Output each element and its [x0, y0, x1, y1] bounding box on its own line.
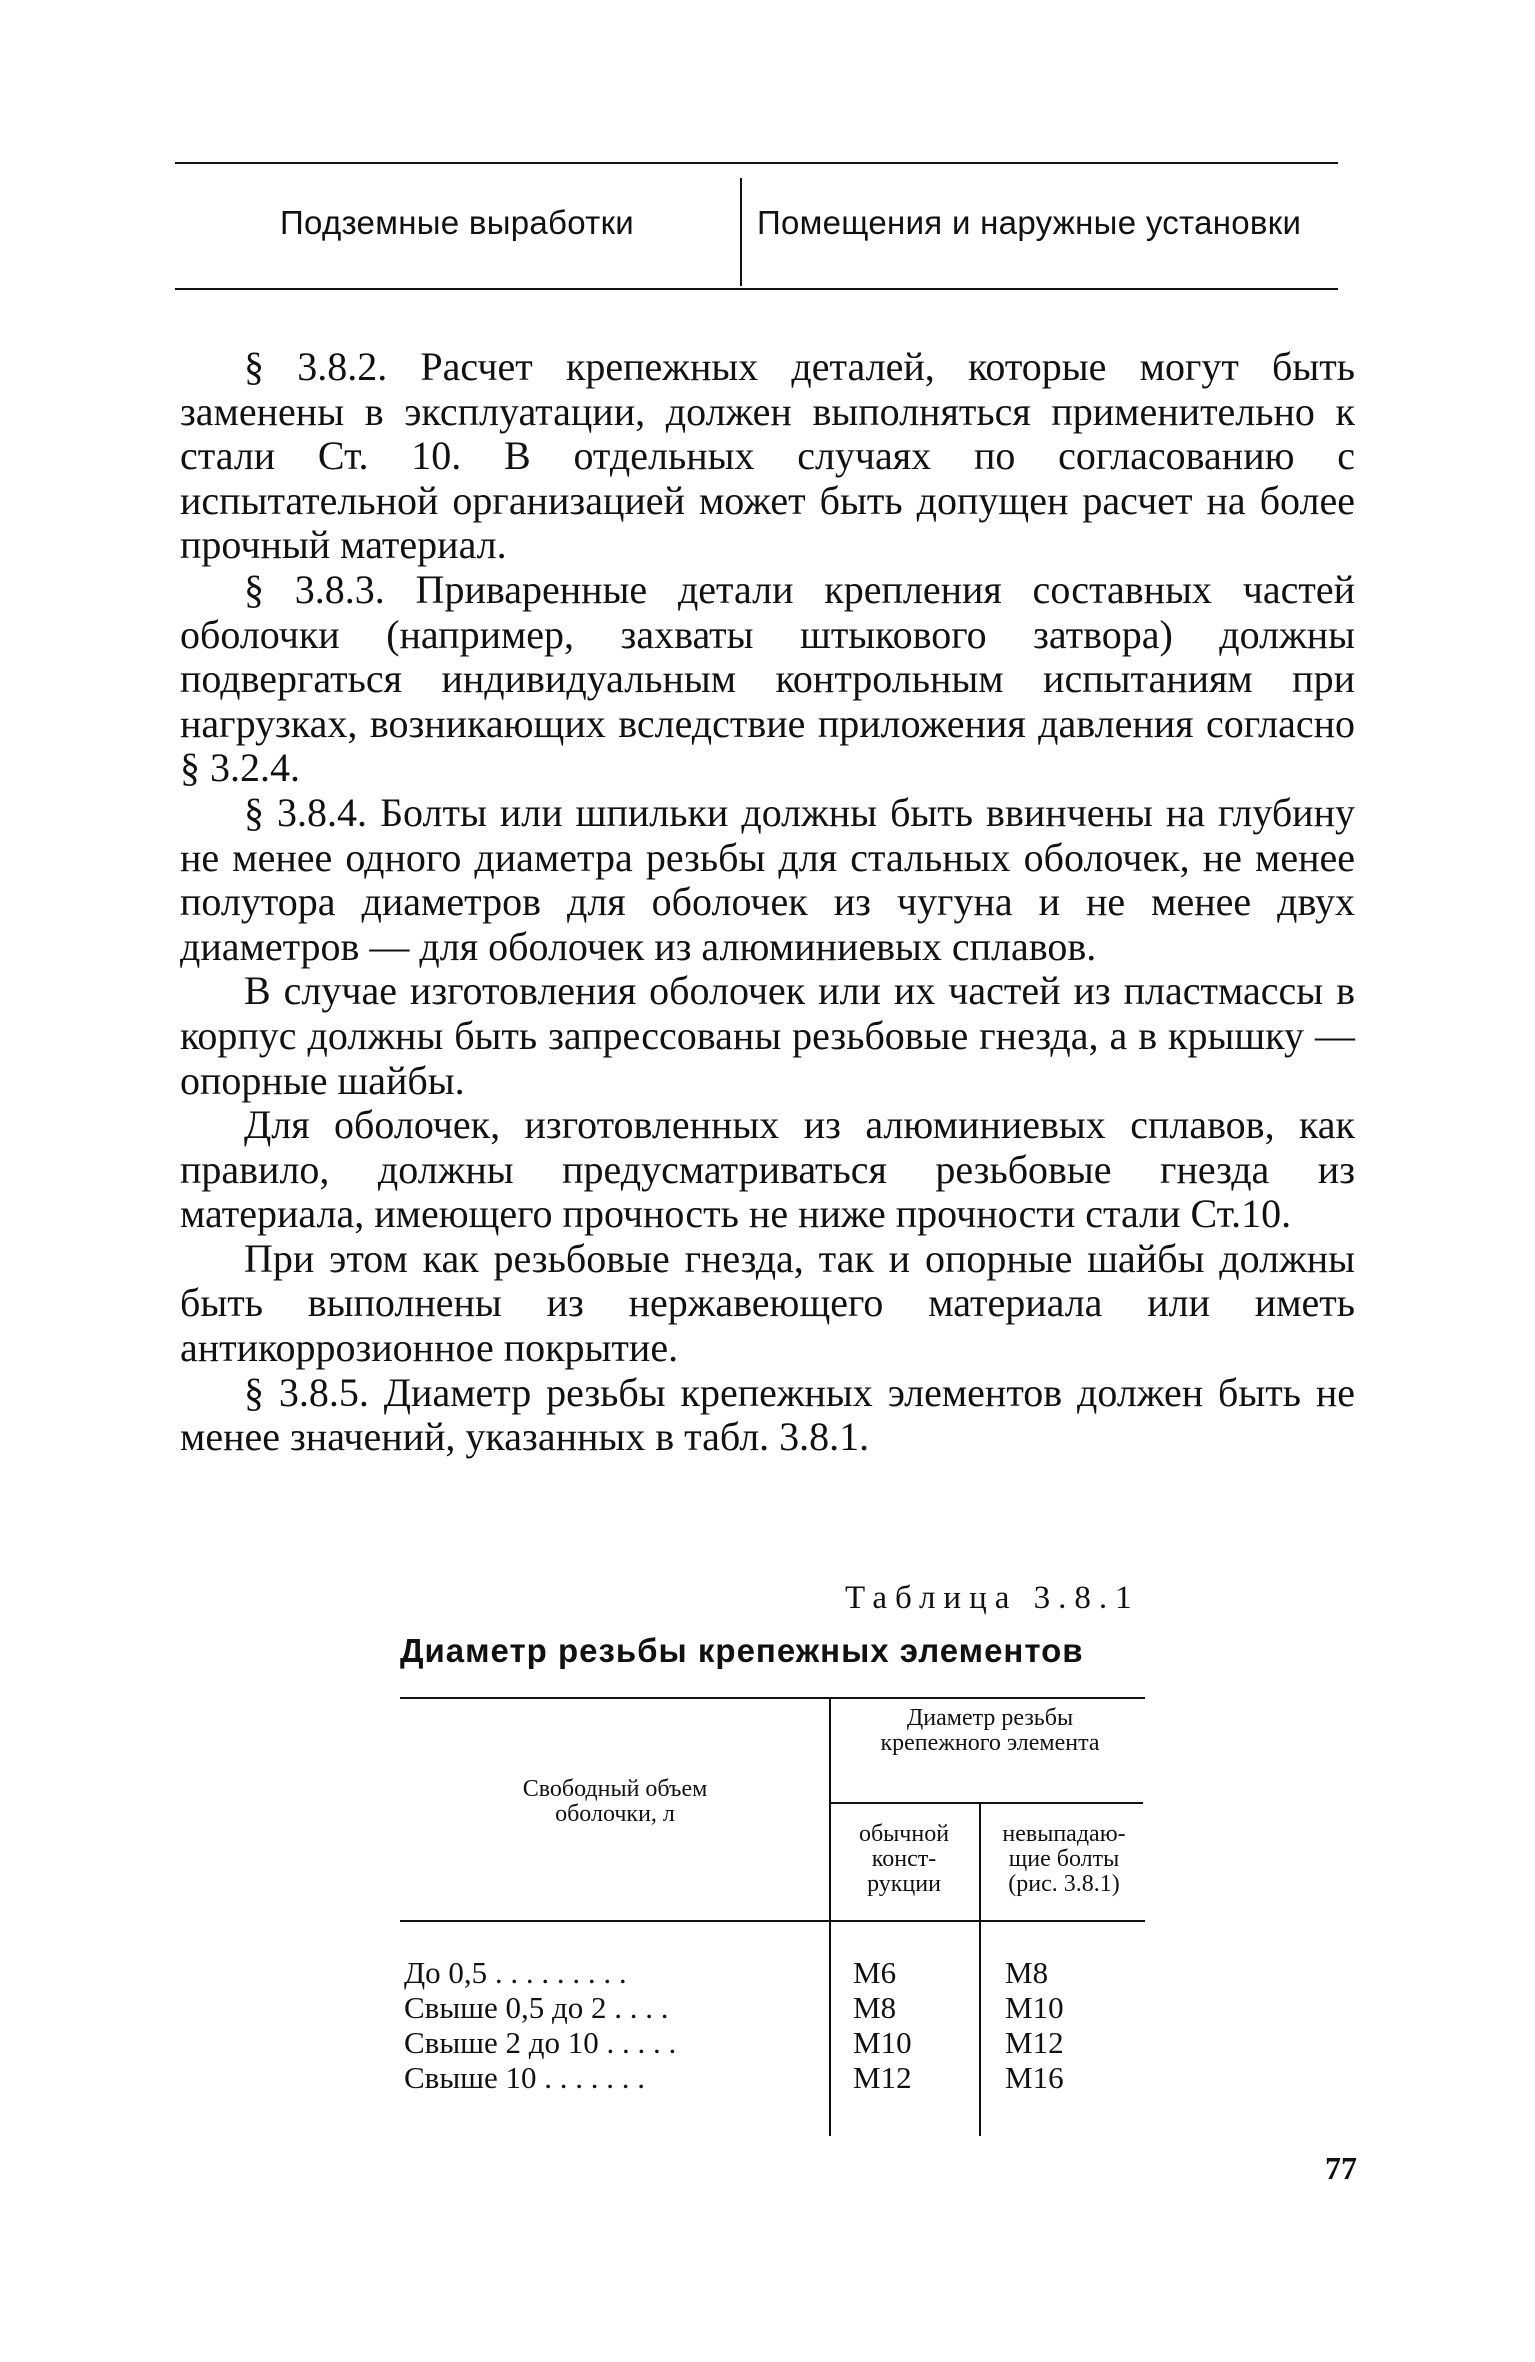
table-cell-volume: Свыше 0,5 до 2 . . . . [404, 1990, 669, 2025]
table-cell-volume: До 0,5 . . . . . . . . . [404, 1955, 627, 1990]
paragraph-3-8-3: § 3.8.3. Приваренные детали крепления составных частей оболочки (например, захваты штыкового затвора) должны подвергаться индивидуальным контрольным испытаниям при нагрузках, возникающих вследствие приложения давления согласно § 3.2.4. [180, 566, 1355, 791]
paragraph-3-8-2: § 3.8.2. Расчет крепежных деталей, которые могут быть заменены в эксплуатации, должен выполняться применительно к стали Ст. 10. В отдельных случаях по согласованию с испытательной организацией может быть допущен расчет на более прочный материал. [180, 344, 1355, 568]
running-header [175, 162, 1338, 290]
table-header-rule [400, 1920, 1145, 1922]
paragraph-plastic: В случае изготовления оболочек или их частей из пластмассы в корпус должны быть запрессованы резьбовые гнезда, а в крышку — опорные шайбы. [180, 968, 1355, 1103]
paragraph-corrosion: При этом как резьбовые гнезда, так и опорные шайбы должны быть выполнены из нержавеющего материала или иметь антикоррозионное покрытие. [180, 1235, 1355, 1371]
column-header-captive-bolts: невыпадаю-щие болты (рис. 3.8.1) [1002, 1821, 1126, 1897]
table-cell-volume: Свыше 2 до 10 . . . . . [404, 2025, 677, 2060]
table-cell-captive: M8 [1005, 1955, 1049, 1990]
column-header-thread-diameter: Диаметр резьбы крепежного элемента [880, 1705, 1100, 1756]
paragraph-aluminium: Для оболочек, изготовленных из алюминиевых сплавов, как правило, должны предусматриваться резьбовые гнезда из материала, имеющего прочность не ниже прочности стали Ст.10. [180, 1102, 1355, 1237]
header-right-label: Помещения и наружные установки [757, 204, 1302, 241]
table-cell-standard: M10 [853, 2025, 912, 2060]
table-number: Таблица 3.8.1 [845, 1580, 1140, 1616]
column-header-standard: обычной конст-рукции [858, 1821, 950, 1897]
table-vertical-rule-2 [979, 1804, 981, 2136]
table-top-rule [400, 1697, 1145, 1699]
paragraph-3-8-5: § 3.8.5. Диаметр резьбы крепежных элементов должен быть не менее значений, указанных в табл. 3.8.1. [180, 1369, 1355, 1460]
table-cell-captive: M12 [1005, 2025, 1064, 2060]
table-cell-captive: M10 [1005, 1990, 1064, 2025]
paragraph-3-8-4: § 3.8.4. Болты или шпильки должны быть ввинчены на глубину не менее одного диаметра резьбы для стальных оболочек, не менее полутора диаметров для оболочек из чугуна и не менее двух диаметров — для оболочек из алюминиевых сплавов. [180, 789, 1355, 969]
page-number: 77 [1325, 2150, 1357, 2186]
table-cell-standard: M8 [853, 1990, 897, 2025]
table-vertical-rule-1 [829, 1699, 831, 2136]
header-left-label: Подземные выработки [280, 204, 635, 241]
table-cell-standard: M6 [853, 1955, 897, 1990]
column-header-volume: Свободный объем оболочки, л [522, 1776, 708, 1827]
table-group-rule [831, 1802, 1143, 1804]
table-cell-volume: Свыше 10 . . . . . . . [404, 2060, 646, 2095]
header-divider [740, 178, 742, 286]
body-text [180, 345, 1355, 1460]
table-cell-captive: M16 [1005, 2060, 1064, 2095]
table-cell-standard: M12 [853, 2060, 912, 2095]
table-title: Диаметр резьбы крепежных элементов [400, 1632, 1084, 1669]
